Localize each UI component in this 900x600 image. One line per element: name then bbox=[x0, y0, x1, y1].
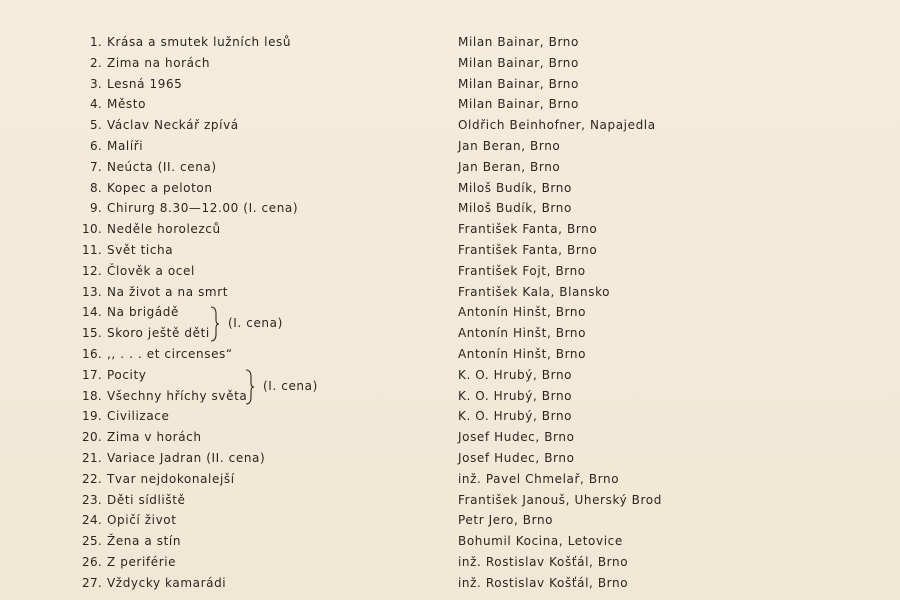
list-item bbox=[0, 53, 900, 74]
entry-number: 14. bbox=[82, 305, 102, 320]
entry-author: inž. Pavel Chmelař, Brno bbox=[458, 471, 620, 486]
list-item bbox=[0, 302, 900, 323]
prize-brace-17-18 bbox=[245, 369, 345, 405]
entry-title: Lesná 1965 bbox=[107, 76, 183, 91]
list-item bbox=[0, 386, 900, 407]
entry-title: Vždycky kamarádi bbox=[107, 575, 227, 590]
list-item bbox=[0, 323, 900, 344]
entry-number: 16. bbox=[82, 346, 102, 361]
entry-author: František Fanta, Brno bbox=[458, 222, 598, 237]
prize-label: (I. cena) bbox=[228, 316, 283, 330]
list-item bbox=[0, 261, 900, 282]
entry-author: Petr Jero, Brno bbox=[458, 513, 554, 528]
prize-brace-14-15 bbox=[210, 306, 310, 342]
entry-author: Josef Hudec, Brno bbox=[458, 450, 575, 465]
list-item bbox=[0, 448, 900, 469]
entry-title: Chirurg 8.30—12.00 (I. cena) bbox=[107, 201, 299, 216]
entry-number: 10. bbox=[82, 222, 102, 237]
entry-title: Václav Neckář zpívá bbox=[107, 118, 239, 133]
entry-author: Miloš Budík, Brno bbox=[458, 201, 572, 216]
entry-title: Na život a na smrt bbox=[107, 284, 229, 299]
entry-author: František Janouš, Uherský Brod bbox=[458, 492, 662, 507]
list-item bbox=[0, 406, 900, 427]
entry-author: František Fojt, Brno bbox=[458, 263, 586, 278]
entry-author: inž. Rostislav Košťál, Brno bbox=[458, 554, 629, 569]
entry-number: 11. bbox=[82, 242, 102, 257]
list-item bbox=[0, 282, 900, 303]
list-item bbox=[0, 490, 900, 511]
entry-title: Svět ticha bbox=[107, 242, 174, 257]
list-item bbox=[0, 240, 900, 261]
entry-list bbox=[0, 32, 900, 594]
entry-title: Opičí život bbox=[107, 513, 177, 528]
entry-number: 4. bbox=[89, 97, 102, 112]
entry-title: Zima v horách bbox=[107, 430, 202, 445]
entry-author: Milan Bainar, Brno bbox=[458, 35, 579, 49]
list-item bbox=[0, 510, 900, 531]
list-item bbox=[0, 94, 900, 115]
entry-number: 15. bbox=[82, 326, 102, 341]
entry-author: K. O. Hrubý, Brno bbox=[458, 367, 573, 382]
entry-author: Milan Bainar, Brno bbox=[458, 55, 579, 70]
entry-number: 20. bbox=[82, 430, 102, 445]
entry-number: 19. bbox=[82, 409, 102, 424]
entry-title: Z periférie bbox=[107, 554, 177, 569]
entry-number: 24. bbox=[82, 513, 102, 528]
entry-author: Bohumil Kocina, Letovice bbox=[458, 534, 623, 549]
list-item bbox=[0, 32, 900, 53]
list-item bbox=[0, 178, 900, 199]
entry-title: ,, . . . et circenses“ bbox=[107, 346, 233, 361]
list-item bbox=[0, 365, 900, 386]
entry-number: 8. bbox=[89, 180, 102, 195]
entry-number: 2. bbox=[89, 55, 102, 70]
entry-title: Krása a smutek lužních lesů bbox=[107, 35, 292, 49]
entry-number: 18. bbox=[82, 388, 102, 403]
entry-number: 17. bbox=[82, 367, 102, 382]
entry-author: František Kala, Blansko bbox=[458, 284, 611, 299]
entry-author: Antonín Hinšt, Brno bbox=[458, 326, 587, 341]
list-item bbox=[0, 573, 900, 594]
entry-author: Milan Bainar, Brno bbox=[458, 97, 579, 112]
entry-title: Žena a stín bbox=[107, 534, 182, 549]
entry-title: Variace Jadran (II. cena) bbox=[107, 450, 266, 465]
list-item bbox=[0, 74, 900, 95]
list-item bbox=[0, 427, 900, 448]
list-item bbox=[0, 531, 900, 552]
entry-author: Jan Beran, Brno bbox=[458, 159, 561, 174]
entry-title: Malíři bbox=[107, 138, 144, 153]
entry-author: Josef Hudec, Brno bbox=[458, 430, 575, 445]
entry-title: Děti sídliště bbox=[107, 492, 186, 507]
entry-number: 27. bbox=[82, 575, 102, 590]
entry-title: Skoro ještě děti bbox=[107, 326, 210, 341]
entry-author: Milan Bainar, Brno bbox=[458, 76, 579, 91]
list-item bbox=[0, 115, 900, 136]
entry-number: 5. bbox=[89, 118, 102, 133]
entry-author: Antonín Hinšt, Brno bbox=[458, 305, 587, 320]
entry-number: 7. bbox=[89, 159, 102, 174]
entry-number: 9. bbox=[89, 201, 102, 216]
entry-number: 13. bbox=[82, 284, 102, 299]
list-item bbox=[0, 198, 900, 219]
entry-title: Všechny hříchy světa bbox=[107, 388, 248, 403]
brace-icon bbox=[245, 369, 255, 405]
prize-label: (I. cena) bbox=[263, 379, 318, 393]
list-item bbox=[0, 136, 900, 157]
entry-title: Pocity bbox=[107, 367, 147, 382]
entry-title: Civilizace bbox=[107, 409, 170, 424]
list-item bbox=[0, 344, 900, 365]
entry-number: 26. bbox=[82, 554, 102, 569]
entry-title: Tvar nejdokonalejší bbox=[107, 471, 235, 486]
entry-title: Na brigádě bbox=[107, 305, 179, 320]
list-item bbox=[0, 219, 900, 240]
entry-number: 22. bbox=[82, 471, 102, 486]
brace-icon bbox=[210, 306, 220, 342]
list-item bbox=[0, 552, 900, 573]
entry-title: Kopec a peloton bbox=[107, 180, 213, 195]
entry-title: Město bbox=[107, 97, 147, 112]
entry-title: Člověk a ocel bbox=[107, 263, 195, 278]
entry-author: Antonín Hinšt, Brno bbox=[458, 346, 587, 361]
entry-author: K. O. Hrubý, Brno bbox=[458, 409, 573, 424]
entry-number: 6. bbox=[89, 138, 102, 153]
list-item bbox=[0, 157, 900, 178]
entry-author: Jan Beran, Brno bbox=[458, 138, 561, 153]
entry-author: František Fanta, Brno bbox=[458, 242, 598, 257]
list-item bbox=[0, 469, 900, 490]
entry-number: 1. bbox=[89, 35, 102, 49]
entry-number: 21. bbox=[82, 450, 102, 465]
entry-author: Miloš Budík, Brno bbox=[458, 180, 572, 195]
entry-number: 23. bbox=[82, 492, 102, 507]
entry-title: Neúcta (II. cena) bbox=[107, 159, 217, 174]
entry-author: inž. Rostislav Košťál, Brno bbox=[458, 575, 629, 590]
entry-title: Neděle horolezců bbox=[107, 222, 221, 237]
entry-number: 25. bbox=[82, 534, 102, 549]
entry-number: 3. bbox=[89, 76, 102, 91]
entry-number: 12. bbox=[82, 263, 102, 278]
entry-author: K. O. Hrubý, Brno bbox=[458, 388, 573, 403]
entry-title: Zima na horách bbox=[107, 55, 211, 70]
entry-author: Oldřich Beinhofner, Napajedla bbox=[458, 118, 656, 133]
